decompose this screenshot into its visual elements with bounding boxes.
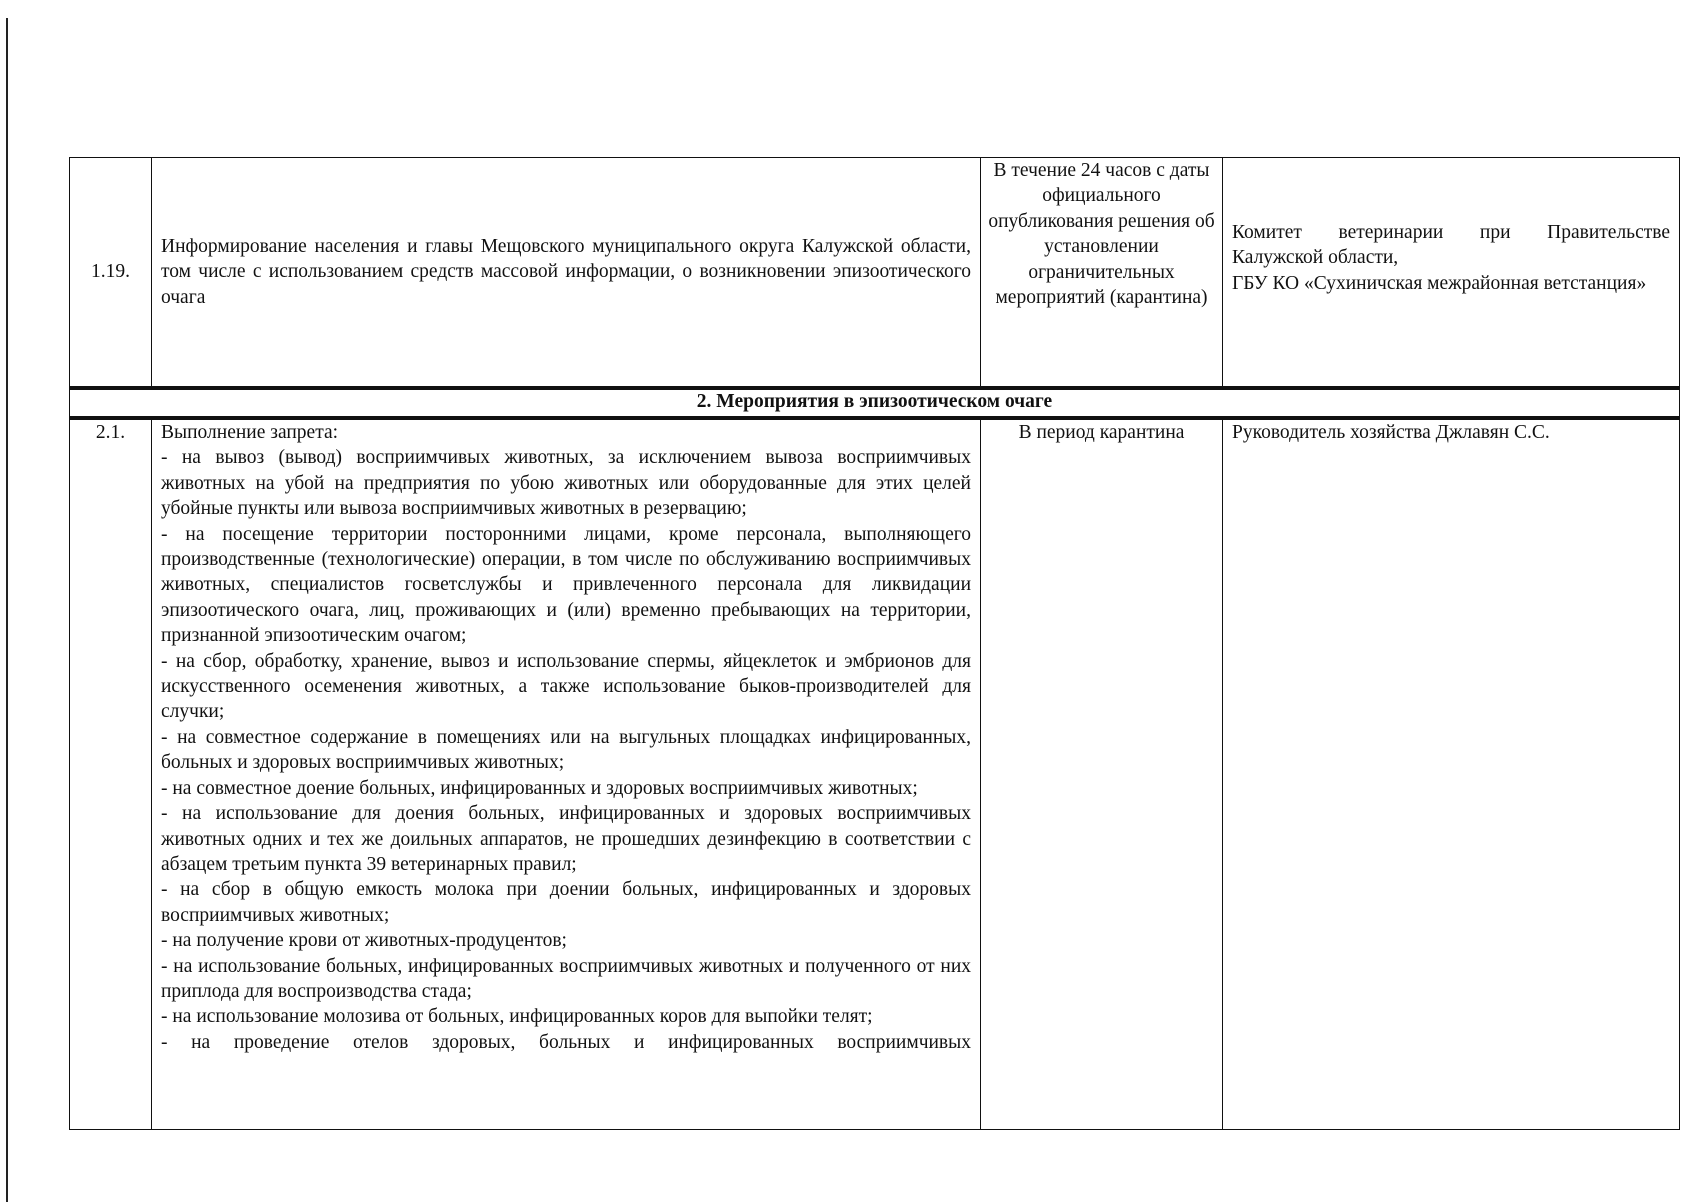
responsible-line: ГБУ КО «Сухиничская межрайонная ветстанция»	[1232, 272, 1647, 294]
section-title: 2. Мероприятия в эпизоотическом очаге	[70, 388, 1680, 418]
table-row	[70, 418, 1680, 1130]
measure-description	[152, 418, 981, 1130]
responsible-cell	[1223, 158, 1680, 389]
prohibition-item: - на использование больных, инфицированных восприимчивых животных и полученного от них приплода для воспроизводства стада;	[161, 955, 971, 1002]
row-number: 2.1.	[70, 418, 152, 1130]
prohibition-item: - на проведение отелов здоровых, больных и инфицированных восприимчивых	[161, 1031, 971, 1053]
prohibition-item: - на сбор, обработку, хранение, вывоз и использование спермы, яйцеклеток и эмбрионов для искусственного осеменения животных, а также использование быков-производителей для случки;	[161, 650, 971, 723]
measure-lead: Выполнение запрета:	[161, 422, 339, 443]
deadline-cell: В течение 24 часов с даты официального опубликования решения об установлении ограничительных мероприятий (карантина)	[981, 158, 1223, 389]
measures-table	[69, 157, 1680, 1130]
deadline-cell: В период карантина	[981, 418, 1223, 1130]
prohibition-item: - на совместное содержание в помещениях или на выгульных площадках инфицированных, больных и здоровых восприимчивых животных;	[161, 726, 971, 774]
responsible-cell: Руководитель хозяйства Джлавян С.С.	[1223, 418, 1680, 1130]
row-number: 1.19.	[70, 158, 152, 389]
prohibition-item: - на вывоз (вывод) восприимчивых животных, за исключением вывоза восприимчивых животных на убой на предприятия по убою животных или оборудованные для этих целей убойные пункты или вывоза восприимчивых животных в резервацию;	[161, 447, 971, 520]
measure-description: Информирование населения и главы Мещовского муниципального округа Калужской области, том числе с использованием средств массовой информации, о возникновении эпизоотического очага	[152, 158, 981, 389]
prohibition-item: - на использование для доения больных, инфицированных и здоровых восприимчивых животных одних и тех же доильных аппаратов, не прошедших дезинфекцию в соответствии с абзацем третьим пункта 39 ветеринарных правил;	[161, 803, 971, 875]
prohibition-item: - на посещение территории посторонними лицами, кроме персонала, выполняющего производственные (технологические) операции, в том числе по обслуживанию восприимчивых животных, специалистов госветслужбы и привлеченного персонала для ликвидации эпизоотического очага, лиц, проживающих и (или) временно пребывающих на территории, признанной эпизоотическим очагом;	[161, 523, 971, 647]
table-row	[70, 158, 1680, 389]
prohibition-item: - на получение крови от животных-продуцентов;	[161, 930, 567, 952]
responsible-line: Комитет ветеринарии при Правительстве Калужской области,	[1232, 221, 1670, 269]
prohibition-item: - на совместное доение больных, инфицированных и здоровых восприимчивых животных;	[161, 777, 918, 799]
prohibition-item: - на использование молозива от больных, инфицированных коров для выпойки телят;	[161, 1006, 873, 1028]
scan-margin-line	[6, 18, 8, 1202]
section-header-row	[70, 388, 1680, 418]
prohibition-item: - на сбор в общую емкость молока при доении больных, инфицированных и здоровых восприимчивых животных;	[161, 879, 971, 926]
